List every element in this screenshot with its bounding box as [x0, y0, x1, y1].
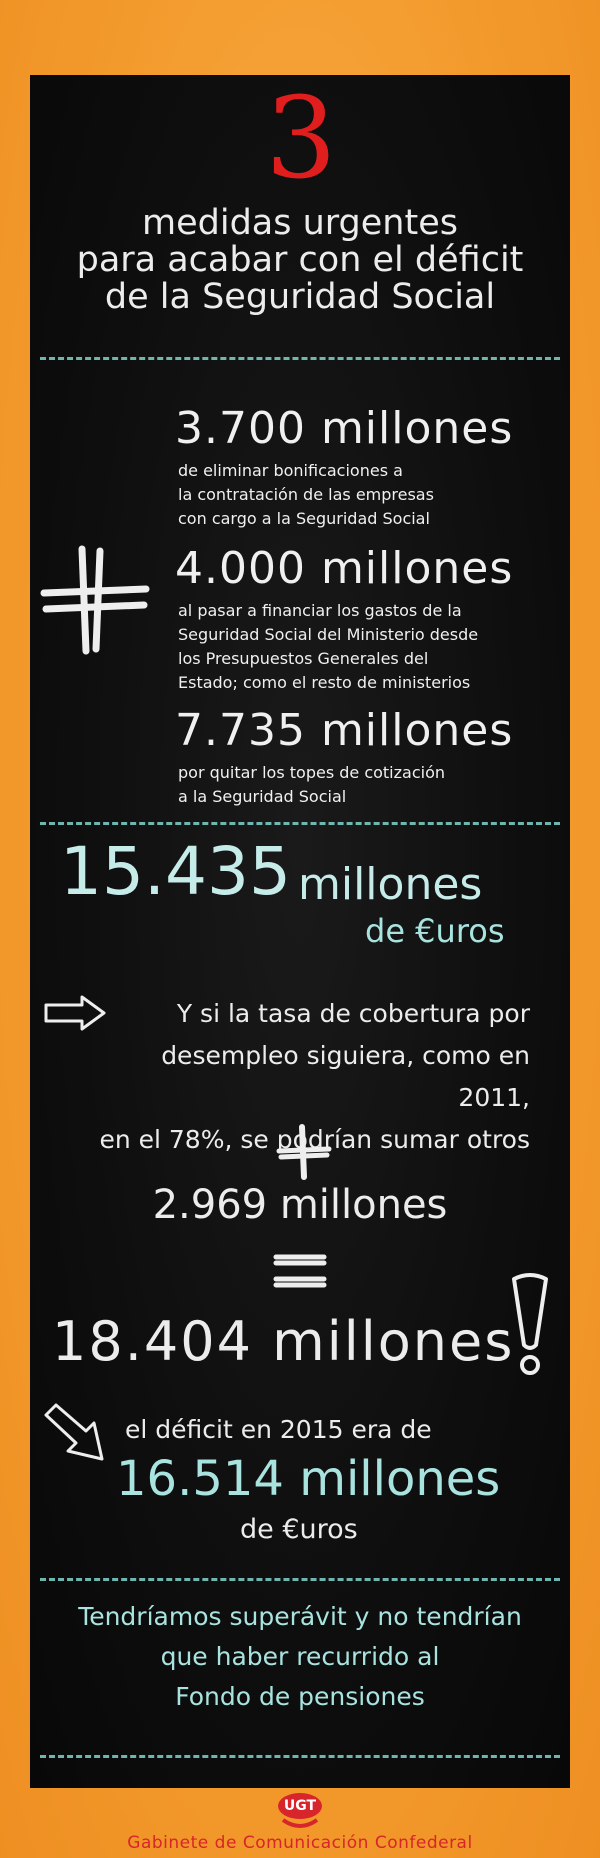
measure-1-line: de eliminar bonificaciones a [178, 461, 403, 480]
closing-line: Fondo de pensiones [175, 1682, 425, 1711]
chalkboard [30, 75, 570, 1788]
chalk-divider [40, 1755, 560, 1758]
headline-title [30, 205, 570, 316]
headline-line-1: medidas urgentes [142, 203, 458, 243]
measure-1-description [178, 459, 434, 531]
closing-line: que haber recurrido al [160, 1642, 440, 1671]
measure-2-line: Seguridad Social del Ministerio desde [178, 625, 479, 644]
measure-2-amount: 4.000 millones [175, 543, 514, 594]
footer-credit: Gabinete de Comunicación Confederal [127, 1833, 473, 1853]
condition-line: desempleo siguiera, como en 2011, [161, 1041, 530, 1112]
measure-2-line: los Presupuestos Generales del [178, 649, 429, 668]
ugt-logo-text: UGT [283, 1798, 317, 1814]
equals-sign-icon [270, 1247, 330, 1295]
measure-3-line: a la Seguridad Social [178, 787, 347, 806]
plus-small-icon [275, 1123, 333, 1181]
additional-amount: 2.969 millones [152, 1182, 448, 1228]
closing-statement [30, 1597, 570, 1717]
deficit-label: el déficit en 2015 era de [125, 1415, 432, 1444]
measure-2-description [178, 599, 478, 695]
measure-1-amount: 3.700 millones [175, 403, 514, 454]
measure-3-amount: 7.735 millones [175, 705, 514, 756]
grand-total-amount: 18.404 millones [52, 1310, 515, 1373]
deficit-amount: 16.514 millones [116, 1451, 501, 1507]
closing-line: Tendríamos superávit y no tendrían [78, 1602, 522, 1631]
exclamation-mark [508, 1271, 552, 1381]
total-currency: de €uros [365, 912, 505, 950]
total-number: 15.435 [60, 833, 291, 910]
chalk-divider [40, 822, 560, 825]
ugt-logo [275, 1792, 325, 1830]
deficit-currency: de €uros [240, 1514, 358, 1545]
exclamation-icon [508, 1271, 552, 1381]
measure-1-line: con cargo a la Seguridad Social [178, 509, 430, 528]
measure-2-line: al pasar a financiar los gastos de la [178, 601, 462, 620]
chalk-divider [40, 357, 560, 360]
measure-2-line: Estado; como el resto de ministerios [178, 673, 471, 692]
headline-line-2: para acabar con el déficit [76, 240, 524, 280]
condition-line: en el 78%, se podrían sumar otros [99, 1125, 530, 1154]
headline-line-3: de la Seguridad Social [104, 277, 496, 317]
arrow-down-right-icon [42, 1401, 118, 1465]
measure-3-line: por quitar los topes de cotización [178, 763, 445, 782]
measure-3-description [178, 761, 445, 809]
total-unit: millones [298, 859, 483, 910]
headline-number: 3 [265, 75, 335, 204]
plus-sign-icon [40, 545, 150, 655]
chalk-divider [40, 1578, 560, 1581]
condition-line: Y si la tasa de cobertura por [176, 999, 530, 1028]
measure-1-line: la contratación de las empresas [178, 485, 434, 504]
